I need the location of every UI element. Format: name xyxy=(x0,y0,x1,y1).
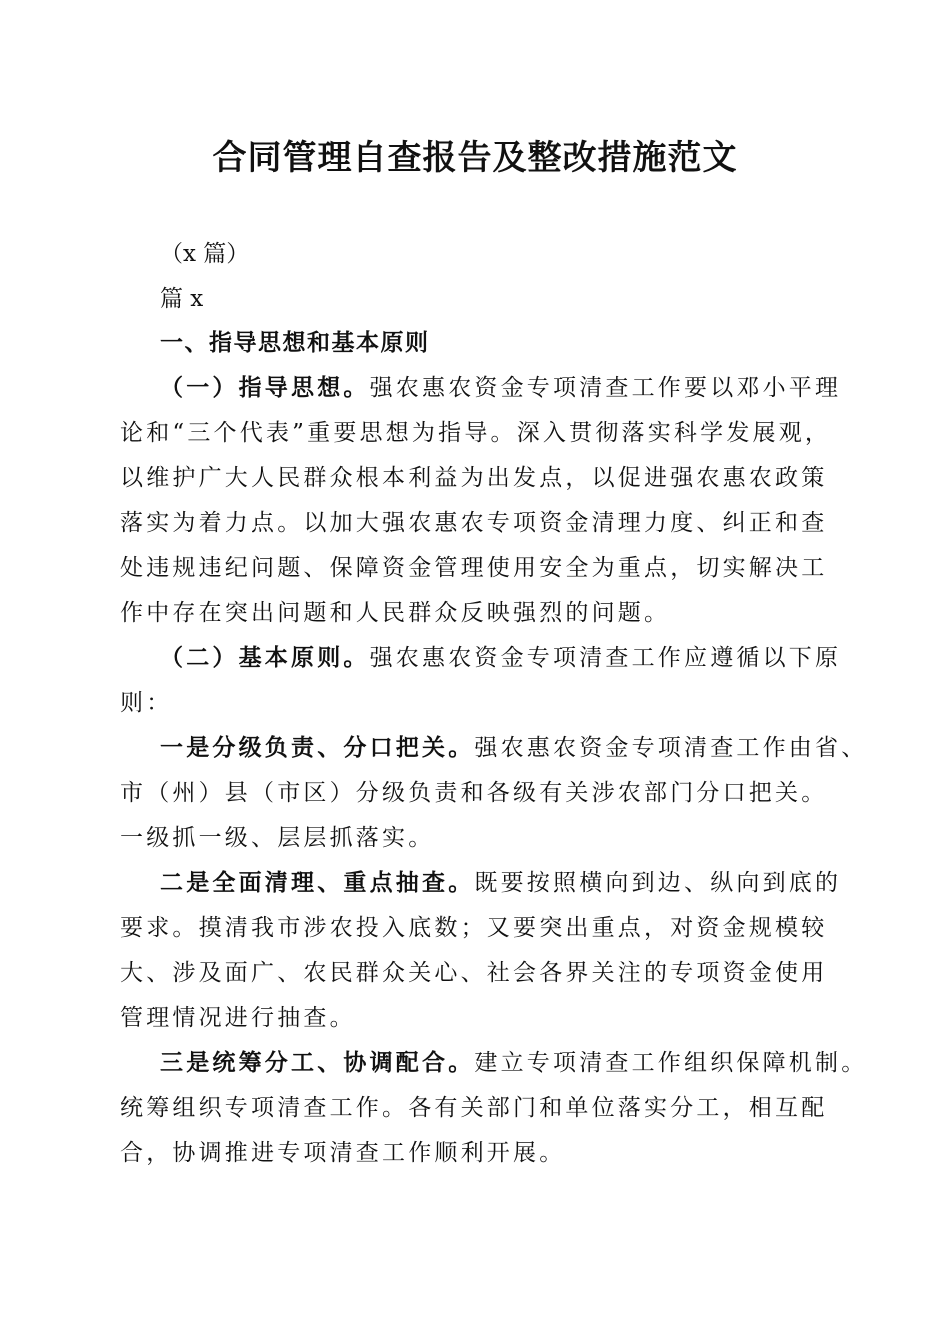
paragraph-line xyxy=(160,641,841,675)
count-note: （x 篇） xyxy=(160,241,250,267)
paragraph-line xyxy=(160,866,841,900)
paragraph-line xyxy=(160,731,867,765)
paragraph-line: 作中存在突出问题和人民群众反映强烈的问题。 xyxy=(120,600,671,626)
paragraph-line: 一级抓一级、层层抓落实。 xyxy=(120,825,435,851)
paragraph-lead: 一是分级负责、分口把关。 xyxy=(160,735,475,761)
paragraph-line: 论和“三个代表”重要思想为指导。深入贯彻落实科学发展观， xyxy=(120,420,832,446)
paragraph-line xyxy=(160,371,841,405)
paragraph-line: 合，协调推进专项清查工作顺利开展。 xyxy=(120,1140,566,1166)
paragraph-text: 强农惠农资金专项清查工作应遵循以下原 xyxy=(369,645,842,671)
paragraph-line: 大、涉及面广、农民群众关心、社会各界关注的专项资金使用 xyxy=(120,960,828,986)
paragraph-line: 则： xyxy=(120,690,173,716)
paragraph-line xyxy=(160,1046,867,1080)
paragraph-lead: （二）基本原则。 xyxy=(160,645,370,671)
paragraph-text: 强农惠农资金专项清查工作要以邓小平理 xyxy=(369,375,842,401)
paragraph-lead: 二是全面清理、重点抽查。 xyxy=(160,870,475,896)
paragraph-text: 建立专项清查工作组织保障机制。 xyxy=(474,1050,868,1076)
document-title: 合同管理自查报告及整改措施范文 xyxy=(212,138,738,178)
paragraph-line: 统筹组织专项清查工作。各有关部门和单位落实分工，相互配 xyxy=(120,1095,828,1121)
paragraph-line: 落实为着力点。以加大强农惠农专项资金清理力度、纠正和查 xyxy=(120,510,828,536)
paragraph-line: 处违规违纪问题、保障资金管理使用安全为重点，切实解决工 xyxy=(120,555,828,581)
paragraph-text: 强农惠农资金专项清查工作由省、 xyxy=(474,735,868,761)
paragraph-line: 以维护广大人民群众根本利益为出发点，以促进强农惠农政策 xyxy=(120,465,828,491)
article-label: 篇 x xyxy=(160,286,204,312)
paragraph-line: 市（州）县（市区）分级负责和各级有关涉农部门分口把关。 xyxy=(120,780,828,806)
paragraph-text: 既要按照横向到边、纵向到底的 xyxy=(474,870,842,896)
paragraph-line: 管理情况进行抽查。 xyxy=(120,1005,356,1031)
paragraph-lead: 三是统筹分工、协调配合。 xyxy=(160,1050,475,1076)
paragraph-line: 要求。摸清我市涉农投入底数；又要突出重点，对资金规模较 xyxy=(120,915,828,941)
paragraph-lead: （一）指导思想。 xyxy=(160,375,370,401)
section-heading-1: 一、指导思想和基本原则 xyxy=(160,330,430,356)
